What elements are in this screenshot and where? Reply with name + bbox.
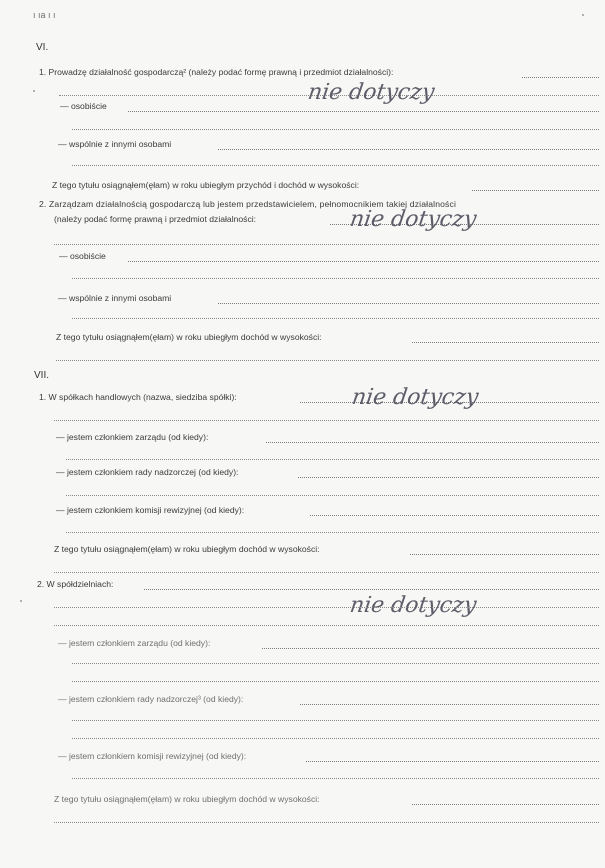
vii-audit2-line bbox=[72, 778, 599, 779]
vii-item1-handwritten-answer: nie dotyczy bbox=[350, 385, 480, 410]
vii-supervisory2-label: — jestem członkiem rady nadzorczej³ (od kiedy): bbox=[58, 694, 244, 704]
vii-audit-leader bbox=[310, 515, 599, 516]
vii-supervisory-line bbox=[66, 495, 599, 496]
vi-income2-line bbox=[56, 360, 599, 361]
scan-speck bbox=[582, 14, 584, 16]
vi-personally2-leader bbox=[128, 261, 599, 262]
vii-income1-line bbox=[54, 572, 599, 573]
vii-supervisory2-leader bbox=[300, 704, 599, 705]
vii-audit-line bbox=[66, 532, 599, 533]
vi-item1-text: 1. Prowadzę działalność gospodarczą² (należy podać formę prawną i przedmiot działalności): bbox=[39, 67, 394, 77]
vi-item1-leader bbox=[522, 77, 599, 78]
corner-mark: ı ıa ı ı bbox=[33, 10, 56, 20]
vi-income2-leader bbox=[412, 342, 599, 343]
vi-jointly-leader bbox=[218, 149, 599, 150]
vii-supervisory-label: — jestem członkiem rady nadzorczej (od kiedy): bbox=[56, 467, 239, 477]
vii-item2-line2 bbox=[54, 625, 599, 626]
vii-board2-label: — jestem członkiem zarządu (od kiedy): bbox=[58, 638, 211, 648]
vi-item2-handwritten-answer: nie dotyczy bbox=[348, 207, 478, 232]
vi-personally-label: — osobiście bbox=[60, 101, 107, 111]
vii-income1-leader bbox=[410, 554, 599, 555]
vi-jointly2-line bbox=[72, 318, 599, 319]
vi-jointly-label: — wspólnie z innymi osobami bbox=[58, 139, 172, 149]
vii-audit2-label: — jestem członkiem komisji rewizyjnej (od kiedy): bbox=[58, 751, 247, 761]
vii-board-leader bbox=[266, 442, 599, 443]
vii-board-line bbox=[66, 459, 599, 460]
vi-personally2-label: — osobiście bbox=[59, 251, 106, 261]
scan-speck bbox=[20, 600, 22, 602]
vii-board-label: — jestem członkiem zarządu (od kiedy): bbox=[56, 432, 209, 442]
vi-item2-line bbox=[54, 244, 599, 245]
vi-personally-leader bbox=[128, 111, 599, 112]
vii-supervisory-leader bbox=[298, 477, 599, 478]
vii-audit-label: — jestem członkiem komisji rewizyjnej (od kiedy): bbox=[56, 505, 245, 515]
vii-item1-line bbox=[54, 420, 599, 421]
vi-jointly2-label: — wspólnie z innymi osobami bbox=[58, 293, 172, 303]
vi-item2-text-line2: (należy podać formę prawną i przedmiot działalności: bbox=[54, 214, 257, 224]
vii-item2-leader bbox=[144, 589, 599, 590]
vi-income1-text: Z tego tytułu osiągnąłem(ęłam) w roku ubiegłym przychód i dochód w wysokości: bbox=[52, 180, 360, 190]
vii-board2-line1 bbox=[72, 663, 599, 664]
vii-board2-leader bbox=[262, 648, 599, 649]
vi-personally2-line bbox=[72, 278, 599, 279]
vii-item2-text: 2. W spółdzielniach: bbox=[37, 579, 114, 589]
vi-item1-handwritten-answer: nie dotyczy bbox=[306, 80, 436, 105]
vi-jointly-line bbox=[72, 165, 599, 166]
vii-income2-text: Z tego tytułu osiągnąłem(ęłam) w roku ubiegłym dochód w wysokości: bbox=[54, 794, 320, 804]
vii-item1-text: 1. W spółkach handlowych (nazwa, siedziba spółki): bbox=[39, 392, 237, 402]
vii-income1-text: Z tego tytułu osiągnąłem(ęłam) w roku ubiegłym dochód w wysokości: bbox=[54, 544, 320, 554]
section-vii-number: VII. bbox=[34, 370, 50, 381]
vi-item2-text-line1: 2. Zarządzam działalnością gospodarczą lub jestem przedstawicielem, pełnomocnikiem takiej działalności bbox=[39, 199, 457, 209]
vi-income2-text: Z tego tytułu osiągnąłem(ęłam) w roku ubiegłym dochód w wysokości: bbox=[56, 332, 322, 342]
vii-income2-leader bbox=[412, 804, 599, 805]
vi-jointly2-leader bbox=[218, 303, 599, 304]
vii-supervisory2-line2 bbox=[72, 738, 599, 739]
section-vi-number: VI. bbox=[36, 42, 49, 53]
vii-audit2-leader bbox=[306, 761, 599, 762]
vi-income1-leader bbox=[472, 190, 599, 191]
vii-item2-line1 bbox=[54, 607, 599, 608]
vii-item2-handwritten-answer: nie dotyczy bbox=[348, 593, 478, 618]
vi-personally-line bbox=[72, 129, 599, 130]
vii-income2-line bbox=[54, 822, 599, 823]
scan-speck bbox=[33, 90, 35, 92]
vii-board2-line2 bbox=[72, 681, 599, 682]
vii-supervisory2-line1 bbox=[72, 720, 599, 721]
